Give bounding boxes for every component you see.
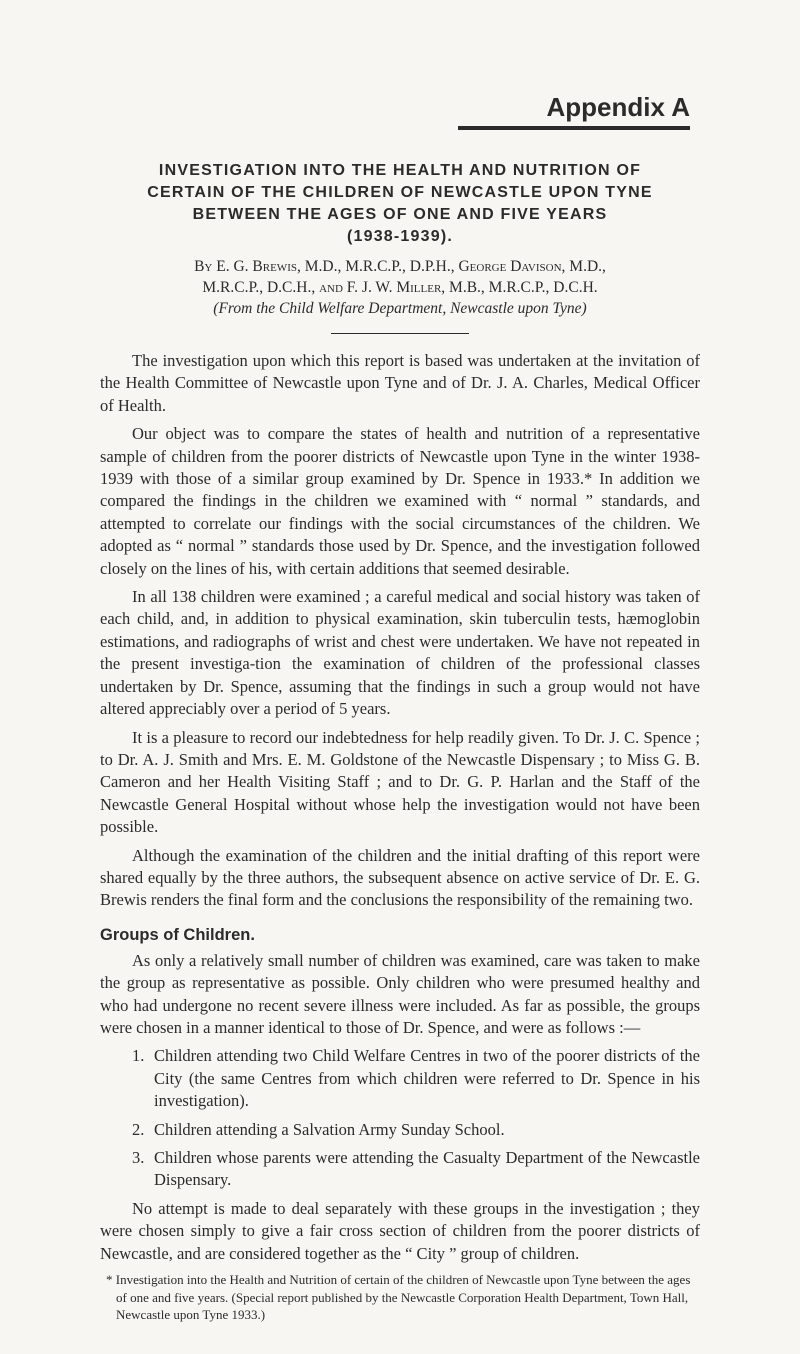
groups-intro: As only a relatively small number of children was examined, care was taken to make the group as representative as possible. Only children who were presumed healthy and who had undergone no recent severe illness were included. As far as possible, the groups were chosen in a manner identical to those of Dr. Spence, and were as follows :— xyxy=(100,950,700,1037)
paragraph-4: It is a pleasure to record our indebtedness for help readily given. To Dr. J. C. Spence ; to Dr. A. J. Smith and Mrs. E. M. Goldstone of the Newcastle Dispensary ; to Miss G. B. Cameron and her Health Visiting Staff ; and to Dr. G. P. Harlan and the Staff of the Newcastle General Hospital without whose help the investigation would not have been possible. xyxy=(100,727,700,837)
groups-closing: No attempt is made to deal separately with these groups in the investigation ; they were chosen simply to give a fair cross section of children from the poorer districts of Newcastle, and are considered together as the “ City ” group of children. xyxy=(100,1198,700,1263)
groups-list xyxy=(100,1045,700,1191)
appendix-underline xyxy=(458,126,690,130)
list-item-number: 2. xyxy=(132,1119,145,1139)
document-title xyxy=(100,160,700,248)
list-item-text: Children attending two Child Welfare Centres in two of the poorer districts of the City (the same Centres from which children were referred to Dr. Spence in his investigation). xyxy=(154,1046,700,1111)
byline-line-2: M.R.C.P., D.C.H., and F. J. W. Miller, M.B., M.R.C.P., D.C.H. xyxy=(202,279,598,296)
title-line-2: CERTAIN OF THE CHILDREN OF NEWCASTLE UPON TYNE xyxy=(147,184,653,201)
title-line-4: (1938-1939). xyxy=(346,228,454,245)
list-item xyxy=(132,1045,700,1112)
list-item-text: Children attending a Salvation Army Sunday School. xyxy=(154,1119,505,1139)
paragraph-5: Although the examination of the children and the initial drafting of this report were shared equally by the three authors, the subsequent absence on active service of Dr. E. G. Brewis renders the final form and the conclusions the responsibility of the remaining two. xyxy=(100,845,700,910)
list-item xyxy=(132,1119,700,1141)
section-heading-groups: Groups of Children. xyxy=(100,925,255,944)
paragraph-1: The investigation upon which this report is based was undertaken at the invitation of the Health Committee of Newcastle upon Tyne and of Dr. J. A. Charles, Medical Officer of Health. xyxy=(100,351,700,415)
paragraph-3: In all 138 children were examined ; a careful medical and social history was taken of each child, and, in addition to physical examination, skin tuberculin tests, hæmoglobin estimations, and radiographs of wrist and chest were undertaken. We have not repeated in the present investiga-tion the examination of children of the professional classes undertaken by Dr. Spence, assuming that the findings in such a group would not have altered appreciably over a period of 5 years. xyxy=(100,587,700,719)
list-item-number: 1. xyxy=(132,1046,145,1066)
author-byline xyxy=(100,256,700,319)
footnote: * Investigation into the Health and Nutrition of certain of the children of Newcastle upon Tyne between the ages of one and five years. (Special report published by the Newcastle Corporation Health Department, Town Hall, Newcastle upon Tyne 1933.) xyxy=(106,1272,691,1323)
title-line-1: INVESTIGATION INTO THE HEALTH AND NUTRITION OF xyxy=(158,162,642,179)
source-note: (From the Child Welfare Department, Newcastle upon Tyne) xyxy=(213,300,587,317)
paragraph-2: Our object was to compare the states of health and nutrition of a representative sample of children from the poorer districts of Newcastle upon Tyne in the winter 1938-1939 with those of a similar group examined by Dr. Spence in 1933.* In addition we compared the findings in the children we examined with “ normal ” standards, and attempted to correlate our findings with the social circumstances of the children. We adopted as “ normal ” standards those used by Dr. Spence, and the investigation followed closely on the lines of his, with certain additions that seemed desirable. xyxy=(100,424,700,578)
list-item xyxy=(132,1147,700,1192)
list-item-number: 3. xyxy=(132,1148,145,1167)
title-line-3: BETWEEN THE AGES OF ONE AND FIVE YEARS xyxy=(192,206,608,223)
section-divider xyxy=(331,333,469,334)
byline-line-1: By E. G. Brewis, M.D., M.R.C.P., D.P.H., George Davison, M.D., xyxy=(194,258,606,275)
appendix-label: Appendix A xyxy=(546,92,690,122)
list-item-text: Children whose parents were attending the Casualty Department of the Newcastle Dispensary. xyxy=(154,1148,700,1190)
